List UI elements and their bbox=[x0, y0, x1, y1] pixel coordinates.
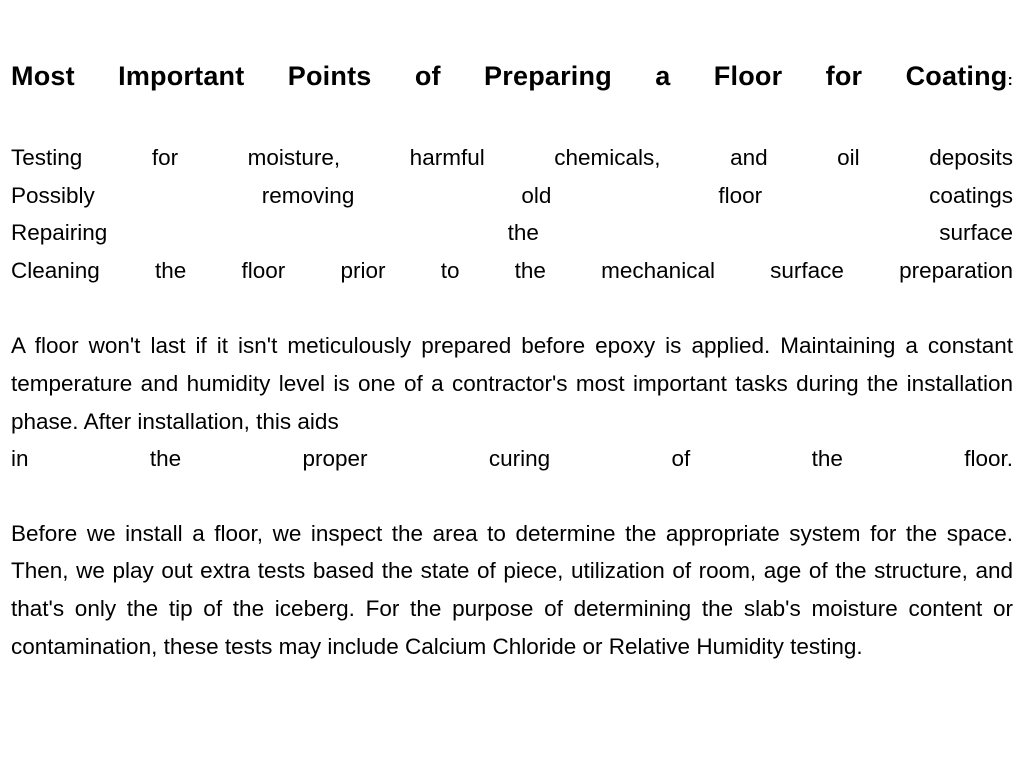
list-item: Possibly removing old floor coatings bbox=[11, 182, 1013, 208]
paragraph-preparation bbox=[11, 327, 1013, 477]
paragraph-preparation-last-line: in the proper curing of the floor. bbox=[11, 446, 1013, 472]
spacer bbox=[11, 101, 1013, 139]
page-title bbox=[11, 56, 1013, 101]
title-text: Most Important Points of Preparing a Floor for Coating bbox=[11, 61, 1008, 91]
spacer bbox=[11, 289, 1013, 327]
paragraph-preparation-body: A floor won't last if it isn't meticulously prepared before epoxy is applied. Maintaining a constant temperature and humidity level is one of a contractor's most important tasks during the installation phase. After installation, this aids bbox=[11, 333, 1013, 434]
list-item: Repairing the surface bbox=[11, 220, 1013, 246]
preparation-list bbox=[11, 139, 1013, 289]
title-colon: : bbox=[1007, 72, 1013, 89]
list-item: Cleaning the floor prior to the mechanical surface preparation bbox=[11, 257, 1013, 283]
list-item: Testing for moisture, harmful chemicals, and oil deposits bbox=[11, 145, 1013, 170]
paragraph-inspection: Before we install a floor, we inspect the area to determine the appropriate system for the space. Then, we play out extra tests based the state of piece, utilization of room, age of the structure, and that's only the tip of the iceberg. For the purpose of determining the slab's moisture content or contamination, these tests may include Calcium Chloride or Relative Humidity testing. bbox=[11, 520, 1013, 659]
spacer bbox=[11, 478, 1013, 515]
